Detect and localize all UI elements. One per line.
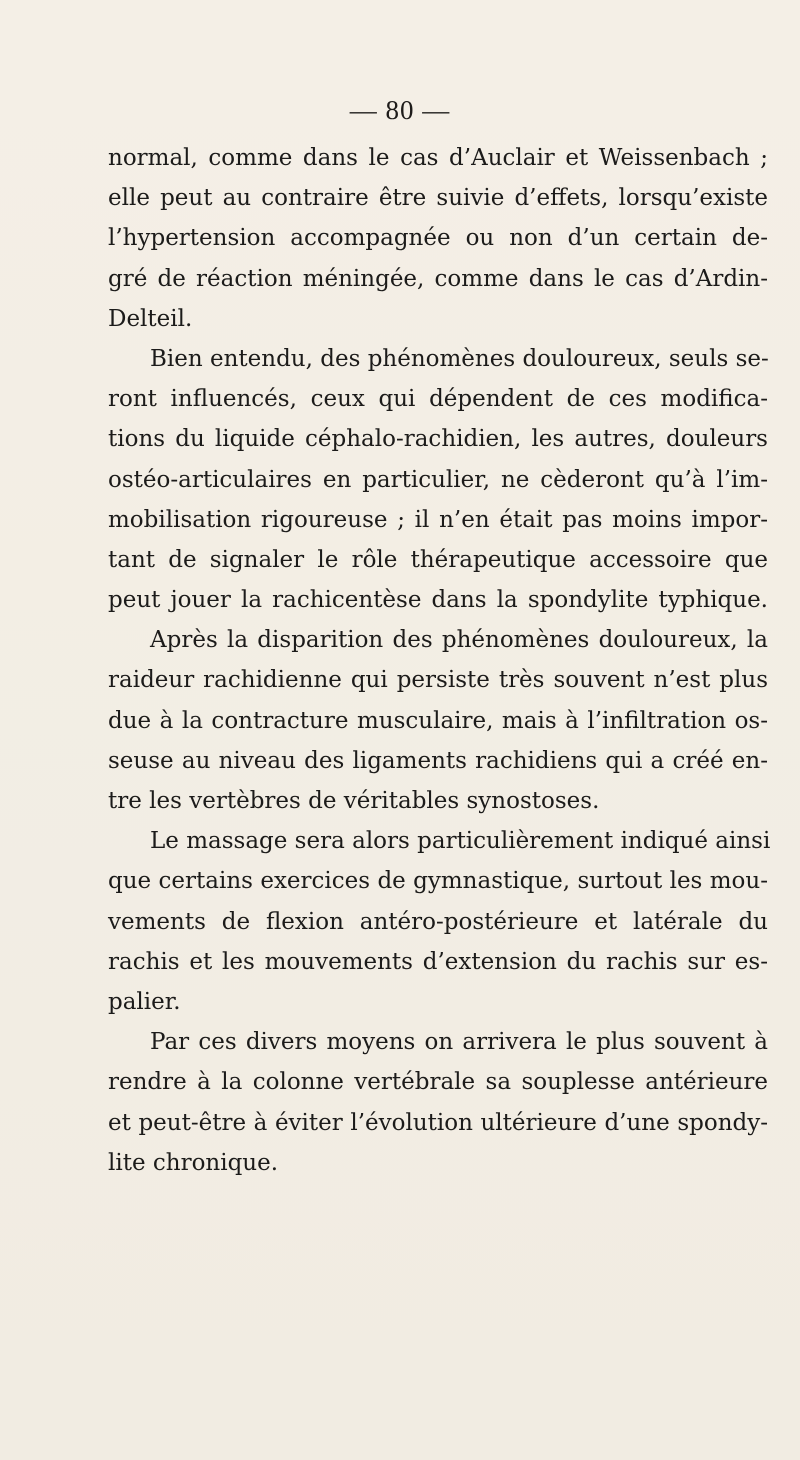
paragraph-first-line: Bien entendu, des phénomènes douloureux, seuls se- (150, 345, 769, 372)
text-line: et peut-être à éviter l’évolution ultérieure d’une spondy- (108, 1109, 768, 1136)
text-line: tre les vertèbres de véritables synostoses. (108, 788, 600, 814)
paragraph-first-line: Le massage sera alors particulièrement indiqué ainsi (150, 828, 771, 855)
text-line: ront influencés, ceux qui dépendent de ces modifica- (108, 386, 768, 413)
text-line: que certains exercices de gymnastique, surtout les mou- (108, 868, 768, 895)
text-line: tant de signaler le rôle thérapeutique accessoire que (108, 546, 768, 573)
body-text (108, 138, 771, 1183)
text-line: normal, comme dans le cas d’Auclair et Weissenbach ; (108, 145, 768, 171)
text-line: raideur rachidienne qui persiste très souvent n’est plus (108, 667, 768, 694)
text-line: mobilisation rigoureuse ; il n’en était pas moins impor- (108, 506, 768, 533)
text-line: palier. (108, 988, 181, 1015)
text-line: l’hypertension accompagnée ou non d’un certain de- (108, 225, 768, 252)
text-line: due à la contracture musculaire, mais à l’infiltration os- (108, 707, 768, 734)
text-line: lite chronique. (108, 1149, 279, 1176)
text-line: peut jouer la rachicentèse dans la spondylite typhique. (108, 587, 768, 614)
text-line: seuse au niveau des ligaments rachidiens qui a créé en- (108, 747, 768, 774)
text-line: Delteil. (108, 305, 193, 332)
text-line: tions du liquide céphalo-rachidien, les autres, douleurs (108, 426, 768, 453)
text-line: vements de flexion antéro-postérieure et latérale du (108, 908, 768, 935)
page-number: — 80 — (349, 95, 451, 125)
text-line: ostéo-articulaires en particulier, ne cèderont qu’à l’im- (108, 466, 768, 493)
text-line: elle peut au contraire être suivie d’effets, lorsqu’existe (108, 185, 768, 212)
paragraph-first-line: Par ces divers moyens on arrivera le plus souvent à (150, 1029, 768, 1056)
text-line: rachis et les mouvements d’extension du rachis sur es- (108, 948, 768, 975)
paragraph-first-line: Après la disparition des phénomènes douloureux, la (150, 627, 768, 654)
text-line: gré de réaction méningée, comme dans le cas d’Ardin- (108, 265, 768, 292)
text-line: rendre à la colonne vertébrale sa souplesse antérieure (108, 1069, 768, 1096)
